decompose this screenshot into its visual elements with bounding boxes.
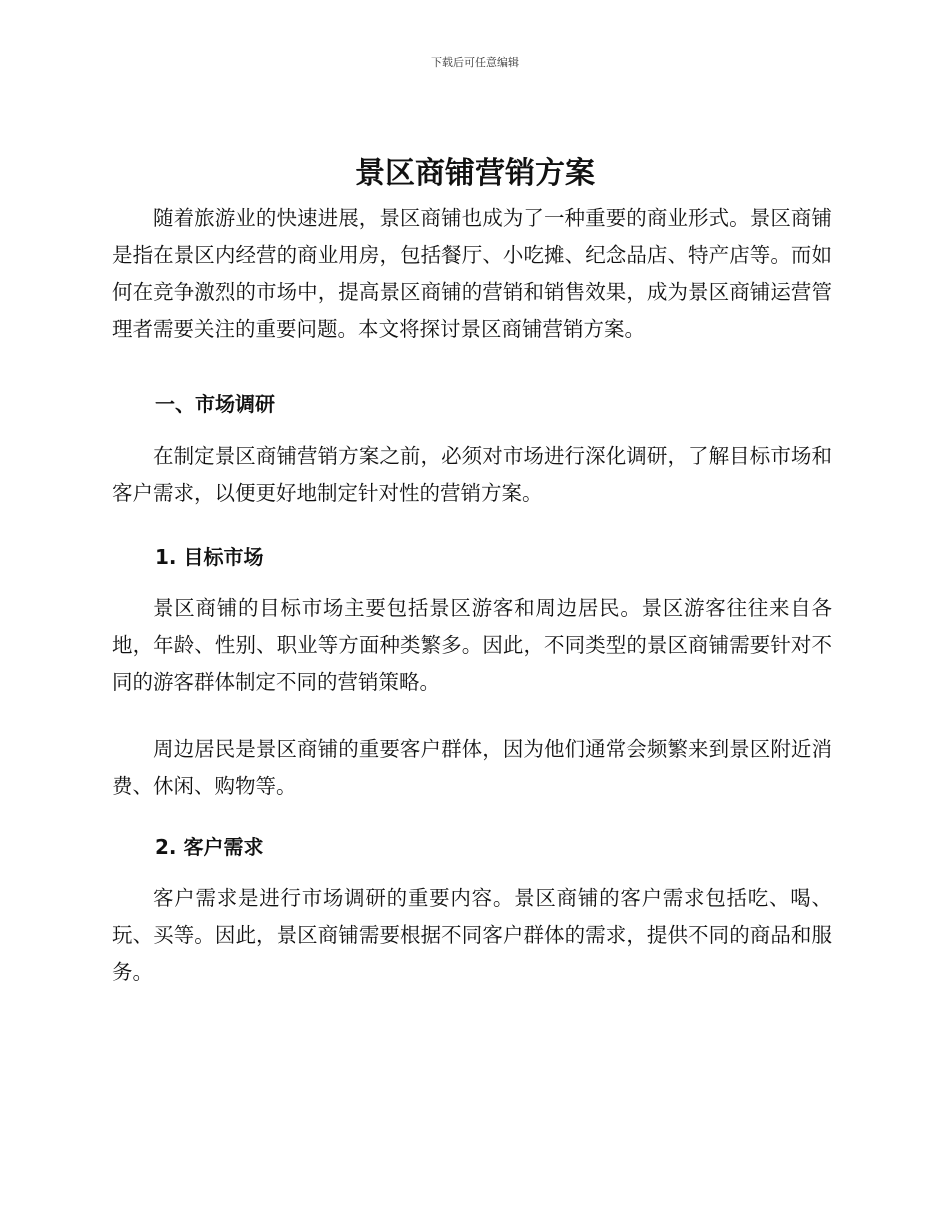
header-note: 下载后可任意编辑 (431, 56, 519, 69)
section-heading-market-research: 一、市场调研 (155, 392, 275, 416)
target-market-paragraph-2: 周边居民是景区商铺的重要客户群体，因为他们通常会频繁来到景区附近消费、休闲、购物等。 (112, 737, 832, 798)
customer-needs-paragraph: 客户需求是进行市场调研的重要内容。景区商铺的客户需求包括吃、喝、玩、买等。因此，景区商铺需要根据不同客户群体的需求，提供不同的商品和服务。 (112, 886, 832, 984)
target-market-paragraph-1: 景区商铺的目标市场主要包括景区游客和周边居民。景区游客往往来自各地，年龄、性别、职业等方面种类繁多。因此，不同类型的景区商铺需要针对不同的游客群体制定不同的营销策略。 (112, 596, 832, 694)
subheading-customer-needs: 2. 客户需求 (155, 835, 264, 859)
document-title: 景区商铺营销方案 (355, 156, 595, 191)
subheading-target-market: 1. 目标市场 (155, 545, 264, 569)
market-research-paragraph: 在制定景区商铺营销方案之前，必须对市场进行深化调研，了解目标市场和客户需求，以便更好地制定针对性的营销方案。 (112, 444, 832, 505)
intro-paragraph: 随着旅游业的快速进展，景区商铺也成为了一种重要的商业形式。景区商铺是指在景区内经营的商业用房，包括餐厅、小吃摊、纪念品店、特产店等。而如何在竞争激烈的市场中，提高景区商铺的营销和销售效果，成为景区商铺运营管理者需要关注的重要问题。本文将探讨景区商铺营销方案。 (112, 206, 832, 341)
